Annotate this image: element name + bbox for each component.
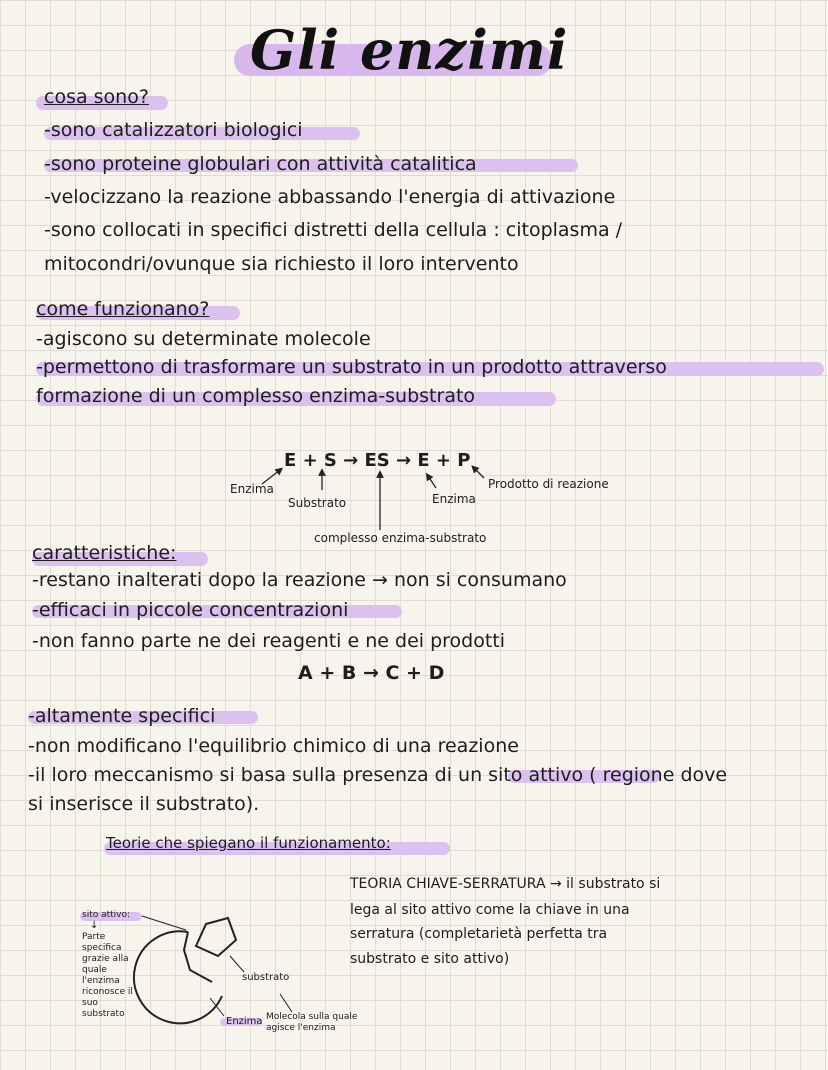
arrow-down-icon: ↓ bbox=[90, 920, 99, 931]
label-enzima-diagram: Enzima bbox=[226, 1016, 263, 1027]
text-line: -sono collocati in specifici distretti della cellula : citoplasma / bbox=[44, 219, 623, 241]
text-line: -permettono di trasformare un substrato in un prodotto attraverso bbox=[36, 356, 667, 378]
label-complesso: complesso enzima-substrato bbox=[314, 531, 487, 545]
arrow-enzima bbox=[262, 470, 280, 484]
reaction-equation: A + B → C + D bbox=[298, 662, 445, 684]
substrate-shape bbox=[196, 918, 236, 956]
text-line: formazione di un complesso enzima-substrato bbox=[36, 385, 476, 407]
enzyme-shape bbox=[134, 931, 222, 1023]
text-line: -restano inalterati dopo la reazione → non si consumano bbox=[32, 569, 567, 591]
heading-teorie: Teorie che spiegano il funzionamento: bbox=[106, 834, 391, 852]
text-line: -non fanno parte ne dei reagenti e ne dei prodotti bbox=[32, 630, 506, 652]
label-enzima-right: Enzima bbox=[432, 492, 476, 506]
text-line: -efficaci in piccole concentrazioni bbox=[32, 599, 349, 621]
arrow-prodotto bbox=[474, 468, 484, 478]
heading-come-funzionano: come funzionano? bbox=[36, 298, 210, 320]
text-line: -sono proteine globulari con attività catalitica bbox=[44, 153, 477, 175]
text-line: mitocondri/ovunque sia richiesto il loro intervento bbox=[44, 253, 519, 275]
label-enzima: Enzima bbox=[230, 482, 274, 496]
arrow-enzima-right bbox=[428, 476, 436, 488]
enzyme-equation: E + S → ES → E + P bbox=[284, 450, 471, 471]
page-title: Gli enzimi bbox=[250, 18, 569, 82]
label-sito-desc: Parte specifica grazie alla quale l'enzima riconosce il suo substrato bbox=[82, 932, 133, 1019]
text-line: -agiscono su determinate molecole bbox=[36, 328, 371, 350]
pointer-enzima bbox=[210, 998, 224, 1016]
text-line: -non modificano l'equilibrio chimico di una reazione bbox=[28, 735, 519, 757]
text-line: si inserisce il substrato). bbox=[28, 793, 260, 815]
theory-line: serratura (completarietà perfetta tra bbox=[350, 926, 608, 942]
theory-line: substrato e sito attivo) bbox=[350, 951, 510, 967]
pointer-substrato bbox=[230, 956, 244, 972]
text-line: -velocizzano la reazione abbassando l'energia di attivazione bbox=[44, 186, 616, 208]
heading-caratteristiche: caratteristiche: bbox=[32, 542, 177, 564]
theory-line: TEORIA CHIAVE-SERRATURA → il substrato si bbox=[350, 876, 661, 892]
label-molecola: Molecola sulla quale agisce l'enzima bbox=[266, 1012, 358, 1033]
label-sito-attivo: sito attivo: bbox=[82, 910, 131, 920]
theory-line: lega al sito attivo come la chiave in una bbox=[350, 902, 630, 918]
text-line: -altamente specifici bbox=[28, 705, 216, 727]
label-prodotto: Prodotto di reazione bbox=[488, 477, 609, 491]
pointer-molecola bbox=[280, 994, 292, 1012]
text-line: -sono catalizzatori biologici bbox=[44, 119, 303, 141]
text-line: -il loro meccanismo si basa sulla presenza di un sito attivo ( regione dove bbox=[28, 764, 728, 786]
label-substrato-diagram: substrato bbox=[242, 972, 290, 983]
label-substrato: Substrato bbox=[288, 496, 347, 510]
pointer-sito bbox=[142, 916, 186, 930]
heading-cosa-sono: cosa sono? bbox=[44, 86, 149, 108]
